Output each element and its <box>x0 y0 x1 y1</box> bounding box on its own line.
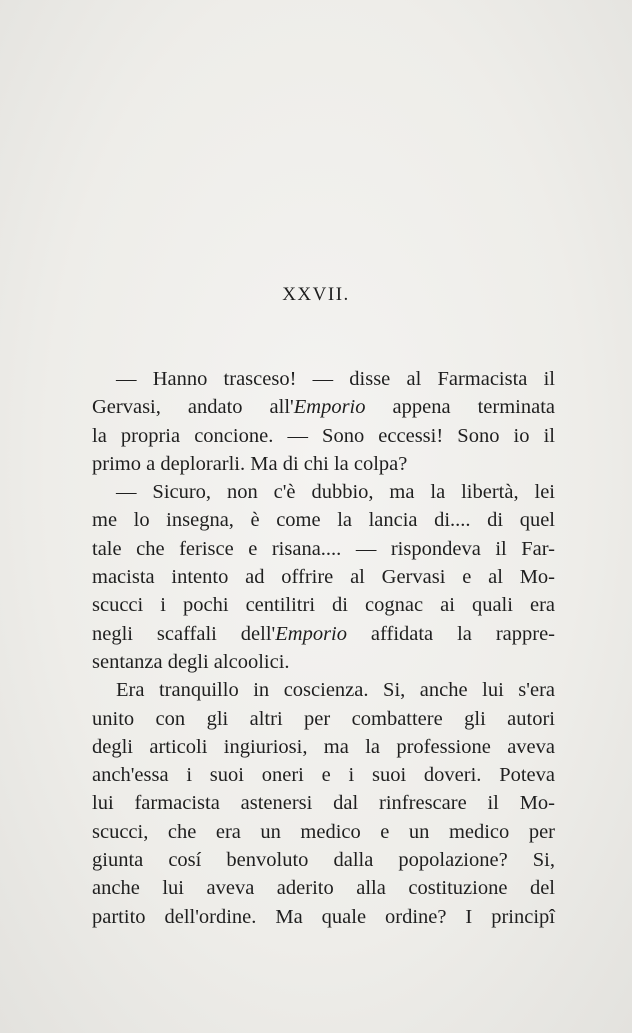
paragraph-2 <box>92 478 555 676</box>
text-line: anche lui aveva aderito alla costituzione del <box>92 877 555 900</box>
body-text <box>92 365 555 931</box>
text-line: — Sicuro, non c'è dubbio, ma la libertà, lei <box>116 481 555 504</box>
text-line: tale che ferisce e risana.... — rispondeva il Far- <box>92 537 555 560</box>
text-line: negli scaffali dell'Emporio affidata la rappre- <box>92 622 555 645</box>
text-line: partito dell'ordine. Ma quale ordine? I principî <box>92 905 555 928</box>
text-line: anch'essa i suoi oneri e i suoi doveri. Poteva <box>92 764 555 787</box>
text-line: lui farmacista astenersi dal rinfrescare il Mo- <box>92 792 555 815</box>
paragraph-3 <box>92 676 555 931</box>
text-line: Gervasi, andato all'Emporio appena terminata <box>92 396 555 419</box>
paragraph-1 <box>92 365 555 478</box>
text-line: scucci i pochi centilitri di cognac ai quali era <box>92 594 555 617</box>
emporio-title: Emporio <box>275 622 347 645</box>
text-line: giunta cosí benvoluto dalla popolazione? Si, <box>92 849 555 872</box>
text-line: Era tranquillo in coscienza. Si, anche lui s'era <box>116 679 555 702</box>
text-line: degli articoli ingiuriosi, ma la professione aveva <box>92 735 555 758</box>
text-line: me lo insegna, è come la lancia di.... di quel <box>92 509 555 532</box>
text-line: scucci, che era un medico e un medico per <box>92 820 555 843</box>
text-line: sentanza degli alcoolici. <box>92 650 290 673</box>
text-line: la propria concione. — Sono eccessi! Sono io il <box>92 424 555 447</box>
text-line: macista intento ad offrire al Gervasi e al Mo- <box>92 566 555 589</box>
chapter-heading: XXVII. <box>282 284 350 305</box>
text-line: — Hanno trasceso! — disse al Farmacista il <box>116 368 555 390</box>
text-line: unito con gli altri per combattere gli autori <box>92 707 555 730</box>
text-line: primo a deplorarli. Ma di chi la colpa? <box>92 452 408 475</box>
emporio-title: Emporio <box>293 396 366 419</box>
